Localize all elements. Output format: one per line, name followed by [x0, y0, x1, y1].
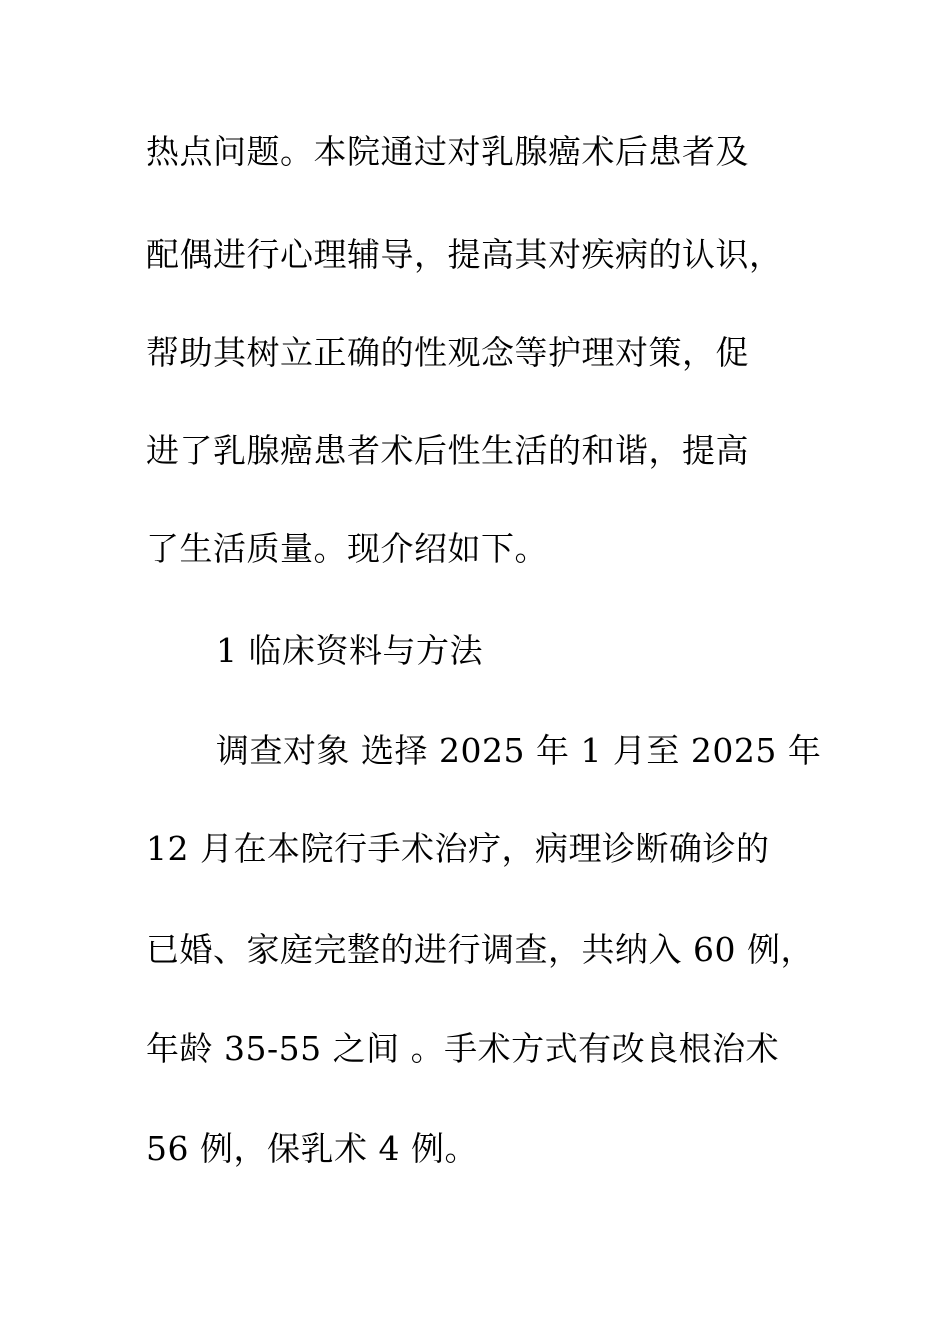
paragraph-line: 热点问题。本院通过对乳腺癌术后患者及: [146, 132, 749, 171]
paragraph-line: 已婚、家庭完整的进行调查，共纳入 60 例，: [146, 930, 814, 969]
paragraph-line: 了生活质量。现介绍如下。: [146, 529, 548, 568]
paragraph-line: 年龄 35-55 之间 。手术方式有改良根治术: [146, 1029, 780, 1068]
section-heading: 1 临床资料与方法: [216, 631, 483, 670]
paragraph-line: 进了乳腺癌患者术后性生活的和谐，提高: [146, 431, 749, 470]
paragraph-line: 配偶进行心理辅导，提高其对疾病的认识，: [146, 235, 783, 274]
paragraph-line: 12 月在本院行手术治疗，病理诊断确诊的: [146, 829, 770, 868]
paragraph-line: 帮助其树立正确的性观念等护理对策，促: [146, 333, 749, 372]
paragraph-line: 56 例，保乳术 4 例。: [146, 1129, 478, 1168]
paragraph-line: 调查对象 选择 2025 年 1 月至 2025 年: [216, 731, 822, 770]
